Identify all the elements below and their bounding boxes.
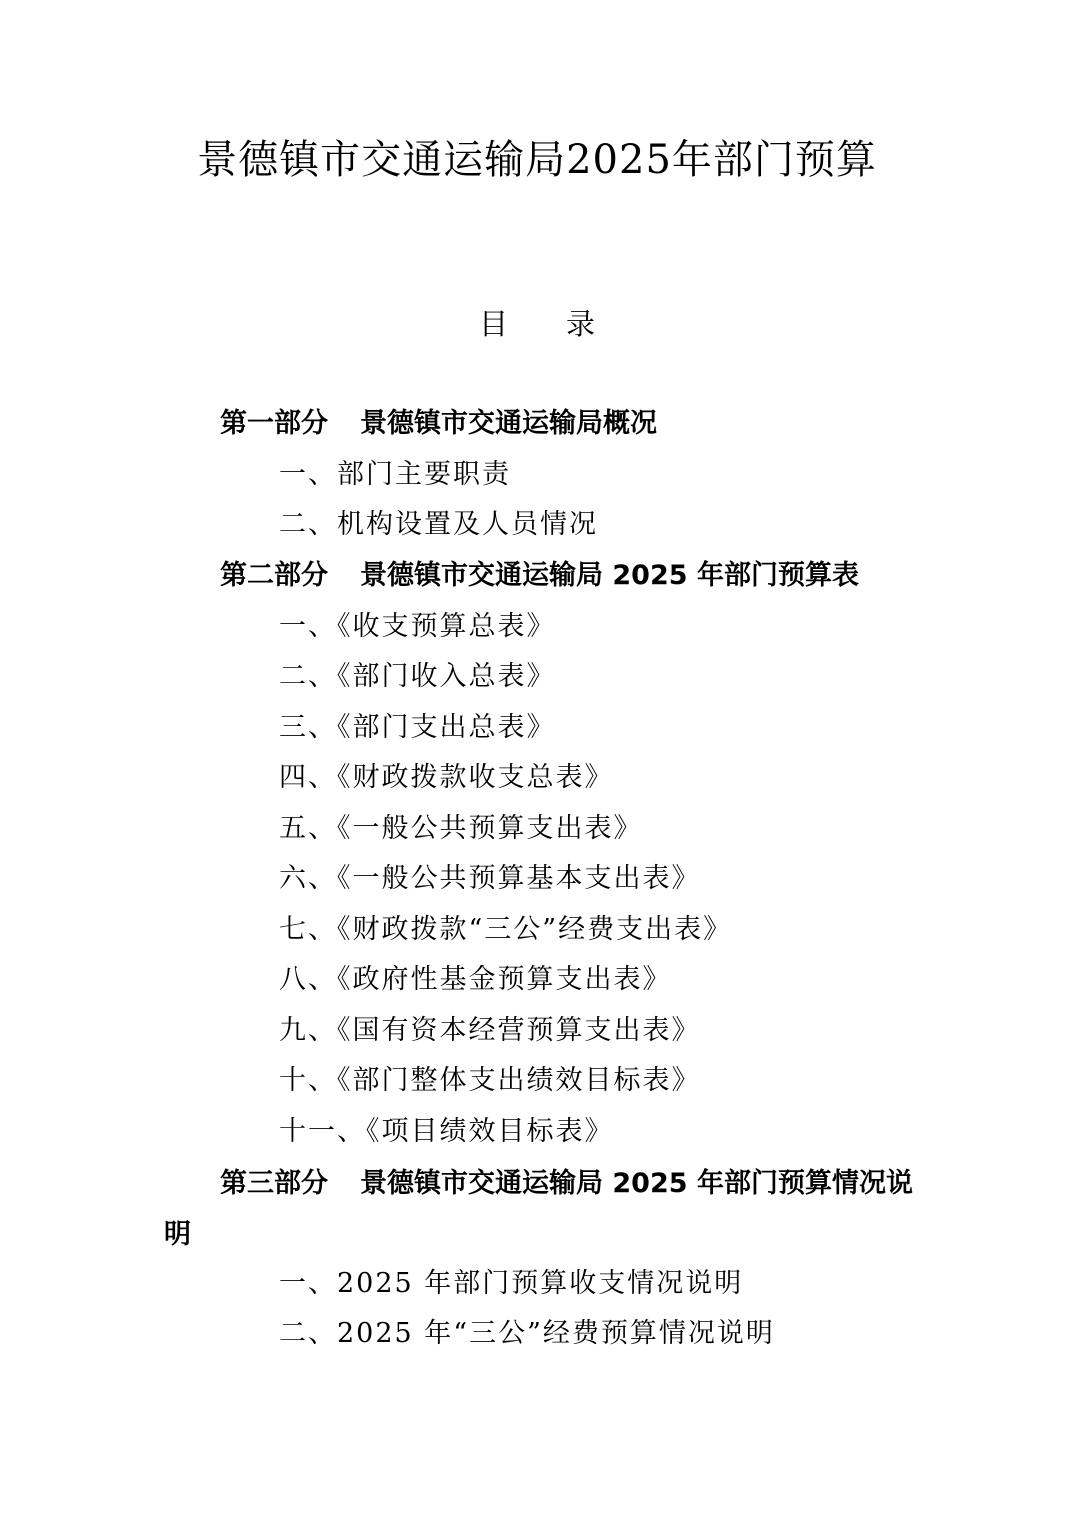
toc-item: 十、《部门整体支出绩效目标表》 [279,1065,701,1096]
toc-item: 七、《财政拨款“三公”经费支出表》 [279,914,733,945]
toc-part-3-label: 第三部分 [220,1168,328,1199]
toc-item: 三、《部门支出总表》 [279,712,556,743]
toc-item: 六、《一般公共预算基本支出表》 [279,863,701,894]
document-title: 景德镇市交通运输局2025年部门预算 [197,137,877,183]
toc-item: 十一、《项目绩效目标表》 [279,1116,614,1147]
toc-item: 二、2025 年“三公”经费预算情况说明 [279,1318,775,1349]
toc-item: 一、部门主要职责 [279,459,511,490]
toc-item: 九、《国有资本经营预算支出表》 [279,1015,701,1046]
toc-item: 一、2025 年部门预算收支情况说明 [279,1268,744,1299]
toc-part-1-title: 景德镇市交通运输局概况 [360,408,657,439]
toc-item: 二、《部门收入总表》 [279,661,556,692]
toc-item: 一、《收支预算总表》 [279,611,556,642]
toc-item: 八、《政府性基金预算支出表》 [279,964,672,995]
toc-item: 四、《财政拨款收支总表》 [279,762,614,793]
toc-item: 五、《一般公共预算支出表》 [279,813,643,844]
toc-part-3 [164,1158,924,1260]
toc-item: 二、机构设置及人员情况 [279,509,598,540]
toc-heading-char-2: 录 [566,307,596,341]
toc-part-1 [220,404,657,444]
toc-heading-char-1: 目 [478,307,508,341]
toc-heading [0,302,1074,346]
toc-part-2-label: 第二部分 [220,560,328,591]
toc-part-3-title: 景德镇市交通运输局 2025 年部门预算情况说明 [164,1168,913,1250]
toc-part-2 [220,556,859,596]
toc-part-1-label: 第一部分 [220,408,328,439]
toc-part-2-title: 景德镇市交通运输局 2025 年部门预算表 [360,560,859,591]
